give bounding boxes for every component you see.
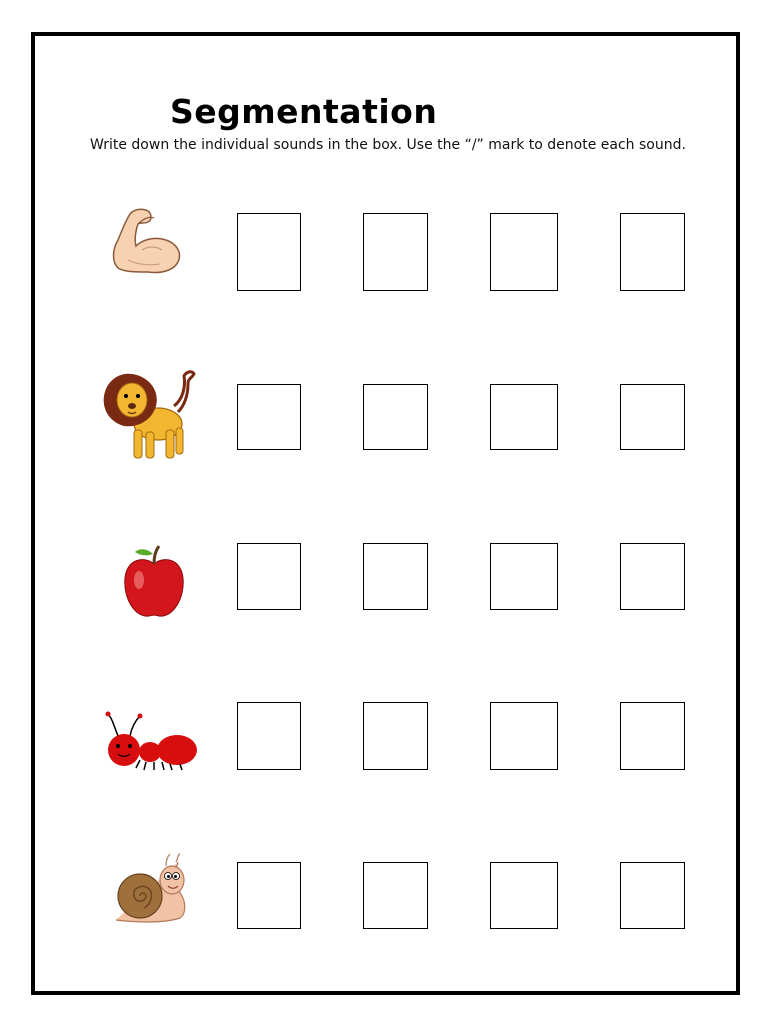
snail-icon xyxy=(112,852,192,926)
apple-icon xyxy=(121,544,187,620)
ant-picture xyxy=(104,710,200,772)
snail-picture xyxy=(112,852,192,926)
sound-box-row3-1[interactable] xyxy=(237,543,301,610)
flexed-arm-icon xyxy=(108,206,184,278)
sound-box-row1-1[interactable] xyxy=(237,213,301,291)
worksheet-instructions: Write down the individual sounds in the box. Use the “/” mark to denote each sound. xyxy=(90,137,686,153)
lion-picture xyxy=(100,366,198,466)
sound-box-row4-1[interactable] xyxy=(237,702,301,770)
apple-picture xyxy=(121,544,187,620)
worksheet-title: Segmentation xyxy=(170,92,438,131)
sound-box-row1-4[interactable] xyxy=(620,213,685,291)
sound-box-row2-3[interactable] xyxy=(490,384,558,450)
sound-box-row2-4[interactable] xyxy=(620,384,685,450)
sound-box-row4-2[interactable] xyxy=(363,702,428,770)
sound-box-row1-3[interactable] xyxy=(490,213,558,291)
lion-icon xyxy=(100,366,198,466)
ant-icon xyxy=(104,710,200,772)
sound-box-row2-2[interactable] xyxy=(363,384,428,450)
sound-box-row3-4[interactable] xyxy=(620,543,685,610)
sound-box-row5-3[interactable] xyxy=(490,862,558,929)
sound-box-row5-4[interactable] xyxy=(620,862,685,929)
sound-box-row4-4[interactable] xyxy=(620,702,685,770)
sound-box-row2-1[interactable] xyxy=(237,384,301,450)
sound-box-row4-3[interactable] xyxy=(490,702,558,770)
sound-box-row5-1[interactable] xyxy=(237,862,301,929)
sound-box-row5-2[interactable] xyxy=(363,862,428,929)
flexed-arm-picture xyxy=(108,206,184,278)
sound-box-row3-2[interactable] xyxy=(363,543,428,610)
worksheet-border xyxy=(31,32,740,995)
sound-box-row1-2[interactable] xyxy=(363,213,428,291)
sound-box-row3-3[interactable] xyxy=(490,543,558,610)
